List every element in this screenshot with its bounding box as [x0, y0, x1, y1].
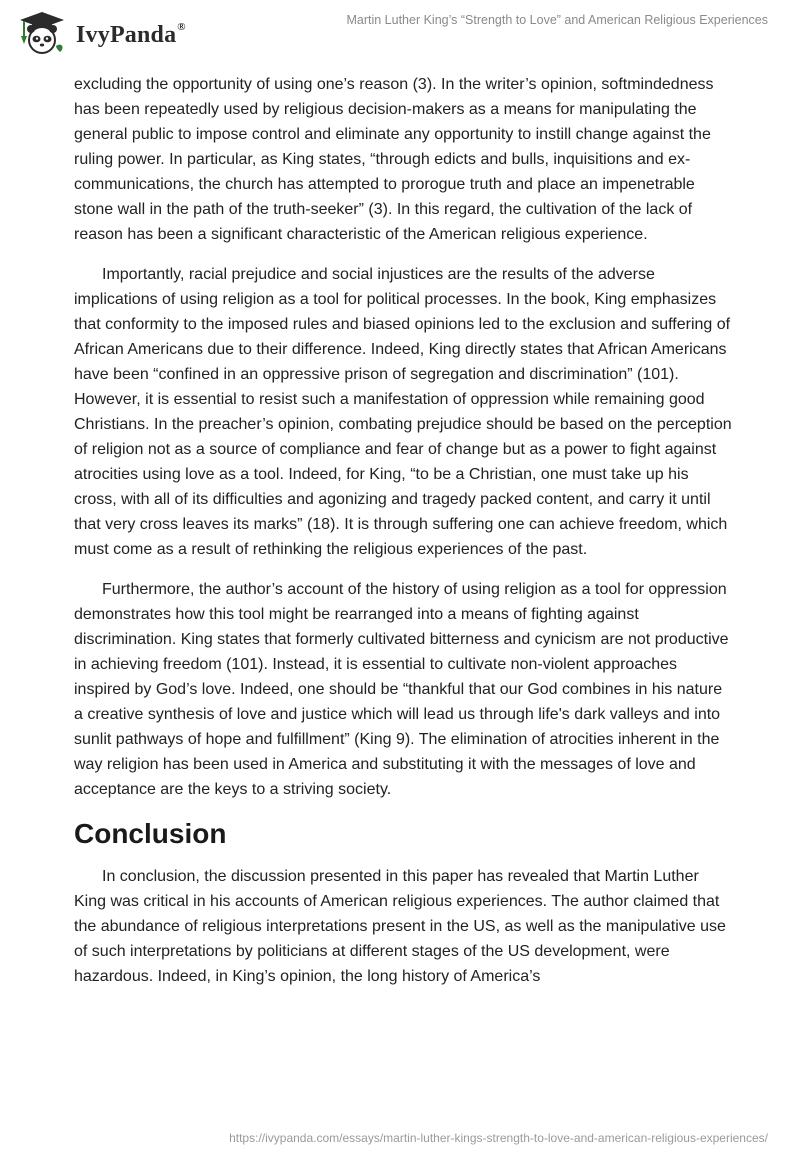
page-header — [0, 0, 800, 70]
essay-paragraph-2: Importantly, racial prejudice and social injustices are the results of the adverse implications of using religion as a tool for political processes. In the book, King emphasizes that conformity to the imposed rules and biased opinions led to the exclusion and suffering of African Americans due to their difference. Indeed, King directly states that African Americans have been “confined in an oppressive prison of segregation and discrimination” (101). However, it is essential to resist such a manifestation of oppression while remaining good Christians. In the preacher’s opinion, combating prejudice should be based on the perception of religion not as a source of compliance and fear of change but as a power to fight against atrocities using love as a tool. Indeed, for King, “to be a Christian, one must take up his cross, with all of its difficulties and agonizing and tragedy packed content, and carry it until that very cross leaves its marks” (18). It is through suffering one can achieve freedom, which must come as a result of rethinking the religious experiences of the past. — [74, 266, 732, 558]
logo-wordmark: IvyPanda® — [76, 21, 186, 48]
source-url[interactable]: https://ivypanda.com/essays/martin-luther-kings-strength-to-love-and-american-religious-experiences/ — [229, 1131, 768, 1145]
document-title: Martin Luther King’s “Strength to Love” and American Religious Experiences — [346, 13, 768, 27]
essay-content — [74, 72, 734, 1004]
conclusion-heading: Conclusion — [74, 818, 227, 849]
conclusion-paragraph: In conclusion, the discussion presented in this paper has revealed that Martin Luther King was critical in his accounts of American religious experiences. The author claimed that the abundance of religious interpretations present in the US, as well as the manipulative use of such interpretations by politicians at different stages of the US development, were hazardous. Indeed, in King’s opinion, the long history of America’s — [74, 868, 726, 985]
ivypanda-logo[interactable] — [16, 10, 186, 56]
essay-paragraph-1: excluding the opportunity of using one’s reason (3). In the writer’s opinion, softmindedness has been repeatedly used by religious decision-makers as a means for manipulating the general public to impose control and eliminate any opportunity to instill change against the ruling power. In particular, as King states, “through edicts and bulls, inquisitions and ex-communications, the church has attempted to prorogue truth and place an impenetrable stone wall in the path of the truth-seeker” (3). In this regard, the cultivation of the lack of reason has been a significant characteristic of the American religious experience. — [74, 76, 714, 243]
panda-graduation-cap-icon — [16, 10, 68, 56]
essay-paragraph-3: Furthermore, the author’s account of the history of using religion as a tool for oppression demonstrates how this tool might be rearranged into a means of fighting against discrimination. King states that formerly cultivated bitterness and cynicism are not productive in achieving freedom (101). Instead, it is essential to cultivate non-violent approaches inspired by God’s love. Indeed, one should be “thankful that our God combines in his nature a creative synthesis of love and justice which will lead us through life's dark valleys and into sunlit pathways of hope and fulfillment” (King 9). The elimination of atrocities inherent in the way religion has been used in America and substituting it with the messages of love and acceptance are the keys to a striving society. — [74, 581, 729, 798]
